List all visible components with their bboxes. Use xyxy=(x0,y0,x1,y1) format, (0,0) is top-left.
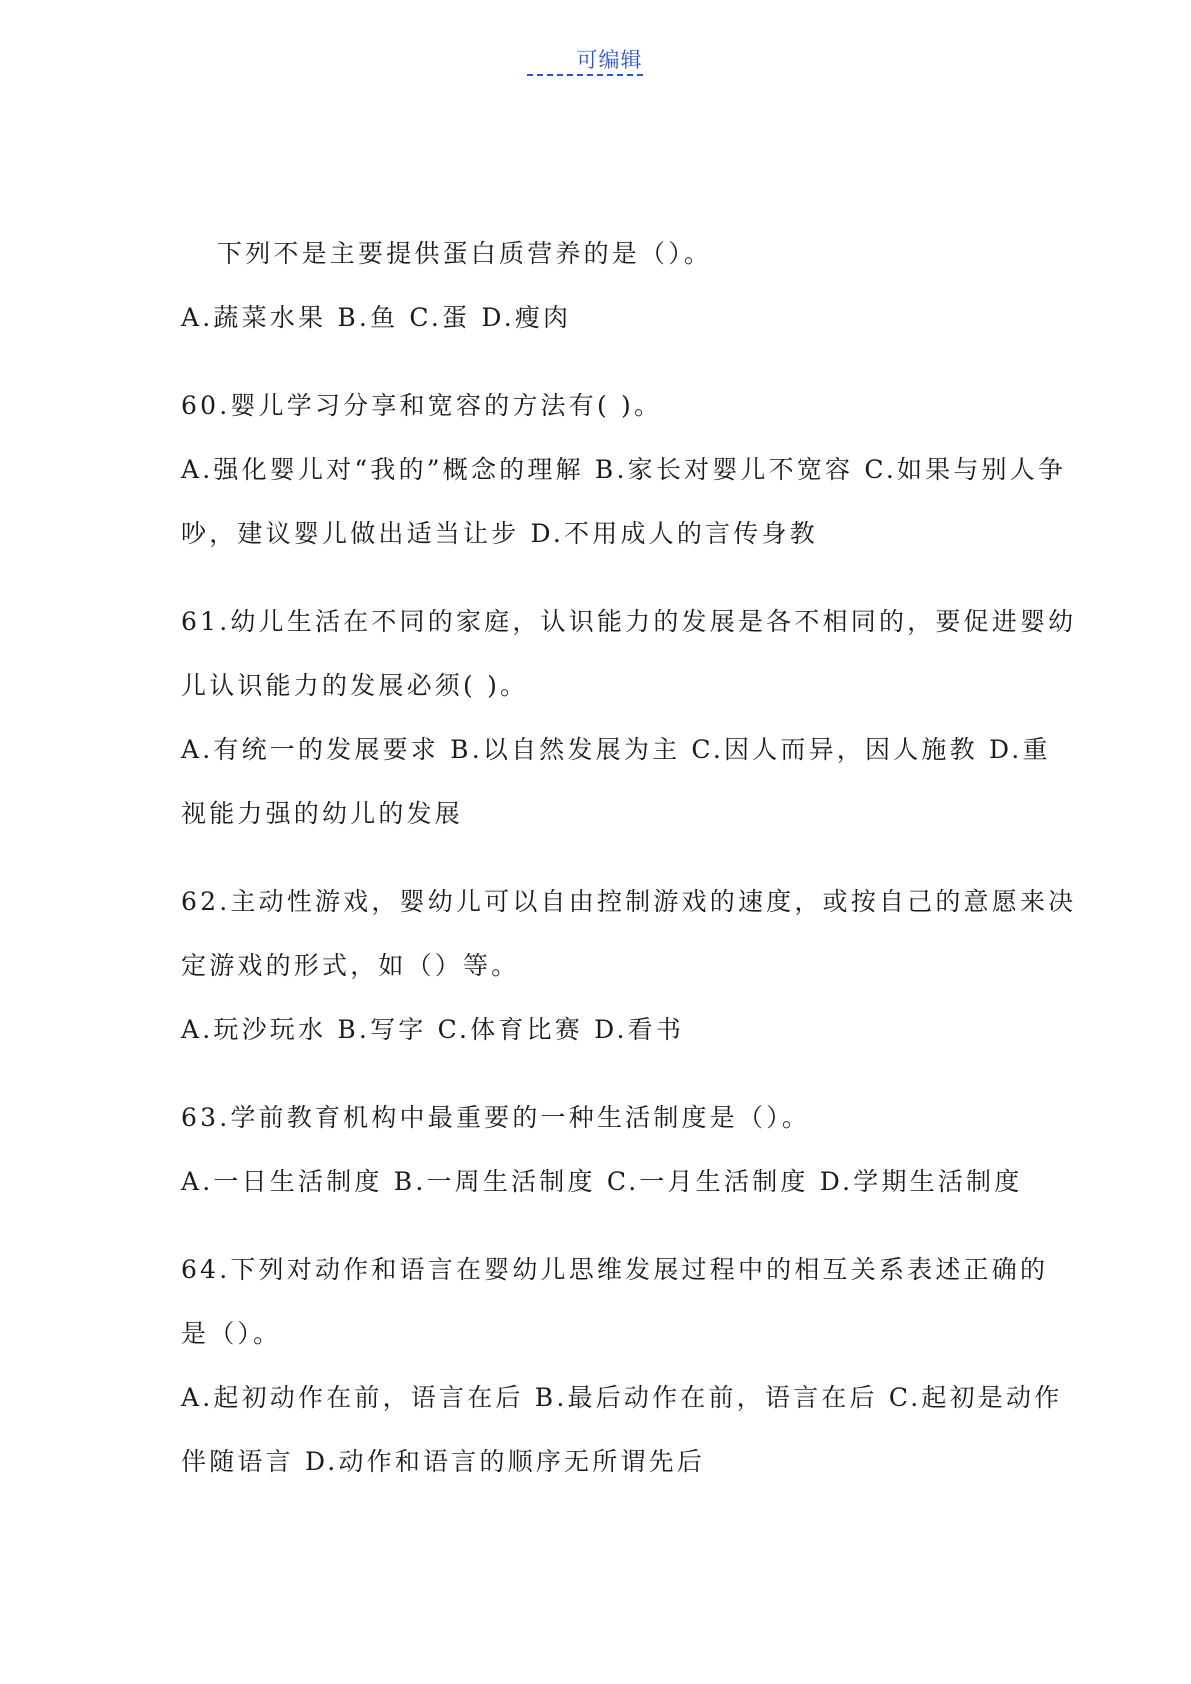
question-options: 视能力强的幼儿的发展 xyxy=(181,799,464,828)
question-stem: 63.学前教育机构中最重要的一种生活制度是（）。 xyxy=(181,1103,811,1132)
question-options: A.玩沙玩水 B.写字 C.体育比赛 D.看书 xyxy=(181,1015,685,1044)
question-stem: 儿认识能力的发展必须( )。 xyxy=(181,671,529,700)
editable-link[interactable]: 可编辑 xyxy=(527,48,643,76)
question-block xyxy=(181,374,1067,566)
question-options: A.有统一的发展要求 B.以自然发展为主 C.因人而异，因人施教 D.重 xyxy=(181,735,1051,764)
question-stem: 定游戏的形式，如（）等。 xyxy=(181,951,520,980)
question-stem: 60.婴儿学习分享和宽容的方法有( )。 xyxy=(181,391,663,420)
question-options: 吵，建议婴儿做出适当让步 D.不用成人的言传身教 xyxy=(181,519,818,548)
question-block xyxy=(181,870,1077,1062)
question-block xyxy=(181,1086,1021,1214)
question-options: A.强化婴儿对“我的”概念的理解 B.家长对婴儿不宽容 C.如果与别人争 xyxy=(181,455,1067,484)
question-stem: 62.主动性游戏，婴幼儿可以自由控制游戏的速度，或按自己的意愿来决 xyxy=(181,887,1077,916)
question-block xyxy=(181,590,1077,846)
question-stem: 是（）。 xyxy=(181,1319,282,1348)
question-stem: 下列不是主要提供蛋白质营养的是（）。 xyxy=(217,239,713,268)
question-options: A.一日生活制度 B.一周生活制度 C.一月生活制度 D.学期生活制度 xyxy=(181,1167,1023,1196)
question-stem: 61.幼儿生活在不同的家庭，认识能力的发展是各不相同的，要促进婴幼 xyxy=(181,607,1077,636)
question-block xyxy=(181,1238,1063,1494)
question-options: 伴随语言 D.动作和语言的顺序无所谓先后 xyxy=(181,1447,706,1476)
question-options: A.蔬菜水果 B.鱼 C.蛋 D.瘦肉 xyxy=(181,303,572,332)
question-stem: 64.下列对动作和语言在婴幼儿思维发展过程中的相互关系表述正确的 xyxy=(181,1255,1049,1284)
question-list xyxy=(181,222,1077,1494)
question-options: A.起初动作在前，语言在后 B.最后动作在前，语言在后 C.起初是动作 xyxy=(181,1383,1063,1412)
page-header xyxy=(0,48,1191,76)
question-block xyxy=(181,222,1021,350)
